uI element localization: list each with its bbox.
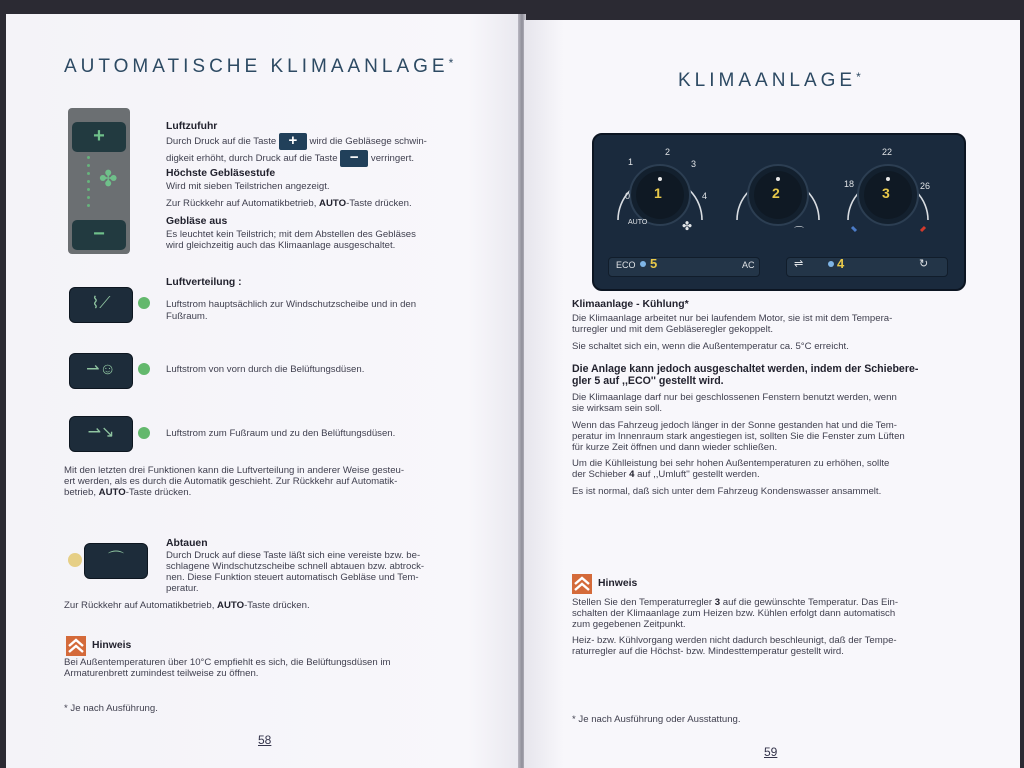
hoechste-line-1: Wird mit sieben Teilstrichen angezeigt. <box>166 181 330 192</box>
anlage-line-4: peratur im Innenraum stark angestiegen ist, sollten Sie die Fenster zum Lüften <box>572 431 905 442</box>
kuehlung-line-1: Die Klimaanlage arbeitet nur bei laufendem Motor, sie ist mit dem Tempera- <box>572 313 893 324</box>
geblaese-line-1: Es leuchtet kein Teilstrich; mit dem Abstellen des Gebläses <box>166 229 416 240</box>
knob-1-number: 1 <box>654 185 662 201</box>
hinweis-right-line-4: Heiz- bzw. Kühlvorgang werden nicht dadurch beschleunigt, daß der Tempe- <box>572 635 897 646</box>
recirculation-icon: ↻ <box>919 258 929 270</box>
kuehlung-line-3: Sie schaltet sich ein, wenn die Außentemperatur ca. 5°C erreicht. <box>572 341 849 352</box>
auto-label: AUTO <box>628 219 648 226</box>
letzten-line-3: betrieb, AUTO-Taste drücken. <box>64 487 192 498</box>
luftzufuhr-line-2: digkeit erhöht, durch Druck auf die Taste − verringert. <box>166 149 415 166</box>
status-led <box>138 297 150 309</box>
heading-abtauen: Abtauen <box>166 538 208 549</box>
windscreen-feet-button[interactable]: ⌇⟋ <box>69 287 133 323</box>
fan-icon: ✤ <box>99 166 118 191</box>
verteilung-item-3: Luftstrom zum Fußraum und zu den Belüftungsdüsen. <box>166 428 396 439</box>
fan-plus-button[interactable]: + <box>72 122 126 152</box>
temperature-knob[interactable] <box>858 135 918 255</box>
defrost-led <box>68 553 82 567</box>
letzten-line-1: Mit den letzten drei Funktionen kann die Luftverteilung in anderer Weise gesteu- <box>64 465 405 476</box>
fan-control-panel <box>68 108 130 254</box>
fan-speed-knob[interactable] <box>650 135 670 255</box>
title-text: KLIMAANLAGE <box>678 70 857 91</box>
hinweis-left-line-2: Armaturenbrett zumindest teilweise zu öffnen. <box>64 668 259 679</box>
climate-control-panel: 1 2 3 0 4 AUTO 1 ✤ 2 ⌒ 22 18 26 3 ECO 5 AC ⇌ 4 ↻ <box>592 133 966 291</box>
heading-hinweis-left: Hinweis <box>92 640 132 651</box>
heading-hoechste: Höchste Gebläsestufe <box>166 168 276 179</box>
page-number-right: 59 <box>764 745 778 759</box>
footnote-mark: * <box>856 70 865 84</box>
heading-hinweis-right: Hinweis <box>598 578 638 589</box>
plus-key-icon: + <box>279 133 307 150</box>
fan-minus-button[interactable]: − <box>72 220 126 250</box>
page-number-left: 58 <box>258 733 272 747</box>
title-text: AUTOMATISCHE KLIMAANLAGE <box>64 56 449 77</box>
heading-geblaese-aus: Gebläse aus <box>166 216 228 227</box>
knob-2-number: 2 <box>772 185 780 201</box>
abtauen-line-1: Durch Druck auf diese Taste läßt sich eine vereiste bzw. be- <box>166 550 421 561</box>
hoechste-line-2: Zur Rückkehr auf Automatikbetrieb, AUTO-Taste drücken. <box>166 198 412 209</box>
status-led <box>138 427 150 439</box>
anlage-line-5: für kurze Zeit öffnen und dann wieder schließen. <box>572 442 778 453</box>
vent-front-button[interactable]: ⇀☺ <box>69 353 133 389</box>
hint-icon <box>572 574 592 594</box>
hinweis-right-line-2: schalten der Klimaanlage zum Heizen bzw. Kühlen erfolgt dann automatisch <box>572 608 896 619</box>
abtauen-line-5: Zur Rückkehr auf Automatikbetrieb, AUTO-Taste drücken. <box>64 600 310 611</box>
abtauen-line-2: schlagene Windschutzscheibe schnell abtauen bzw. abtrock- <box>166 561 425 572</box>
abtauen-line-3: nen. Diese Funktion steuert automatisch Gebläse und Tem- <box>166 572 419 583</box>
footnote-right: * Je nach Ausführung oder Ausstattung. <box>572 714 741 725</box>
heading-kuehlung: Klimaanlage - Kühlung* <box>572 299 689 310</box>
geblaese-line-2: wird gleichzeitig auch das Klimaanlage ausgeschaltet. <box>166 240 396 251</box>
letzten-line-2: ert werden, als es durch die Automatik geschieht. Zur Rückkehr auf Automatik- <box>64 476 398 487</box>
hinweis-right-line-1: Stellen Sie den Temperaturregler 3 auf die gewünschte Temperatur. Das Ein- <box>572 597 899 608</box>
footnote-mark: * <box>448 56 458 70</box>
knob-3-number: 3 <box>882 185 890 201</box>
anlage-line-8: Es ist normal, daß sich unter dem Fahrzeug Kondenswasser ansammelt. <box>572 486 882 497</box>
ac-label: AC <box>742 260 755 270</box>
hinweis-right-line-5: raturregler auf die Höchst- bzw. Mindesttemperatur gestellt wird. <box>572 646 844 657</box>
verteilung-item-2: Luftstrom von vorn durch die Belüftungsdüsen. <box>166 364 365 375</box>
page-title-right <box>678 70 865 92</box>
abtauen-line-4: peratur. <box>166 583 199 594</box>
slider-5-number: 5 <box>650 256 658 271</box>
anlage-line-7: der Schieber 4 auf ,,Umluft'' gestellt werden. <box>572 469 760 480</box>
hinweis-right-line-3: zum gegebenen Zeitpunkt. <box>572 619 686 630</box>
heading-anlage-2: gler 5 auf ,,ECO'' gestellt wird. <box>572 375 724 387</box>
fan-icon: ✤ <box>682 219 693 233</box>
heading-anlage-1: Die Anlage kann jedoch ausgeschaltet werden, indem der Schiebere- <box>572 363 919 375</box>
footnote-left: * Je nach Ausführung. <box>64 703 158 714</box>
verteilung-item-1a: Luftstrom hauptsächlich zur Windschutzscheibe und in den <box>166 299 417 310</box>
minus-key-icon: − <box>340 150 368 167</box>
status-led <box>138 363 150 375</box>
heading-luftzufuhr: Luftzufuhr <box>166 121 218 132</box>
hint-icon <box>66 636 86 656</box>
defrost-icon: ⌒ <box>794 227 804 238</box>
fan-level-indicator <box>77 152 121 212</box>
eco-label: ECO <box>616 260 636 270</box>
luftzufuhr-line-1: Durch Druck auf die Taste + wird die Gebläsege schwin- <box>166 132 427 149</box>
slider-4-number: 4 <box>837 256 845 271</box>
kuehlung-line-2: turregler und mit dem Gebläseregler gekoppelt. <box>572 324 774 335</box>
vent-feet-button[interactable]: ⇀↘ <box>69 416 133 452</box>
heading-luftverteilung: Luftverteilung : <box>166 277 242 288</box>
anlage-line-6: Um die Kühlleistung bei sehr hohen Außentemperaturen zu erhöhen, sollte <box>572 458 890 469</box>
verteilung-item-1b: Fußraum. <box>166 311 208 322</box>
page-title-left <box>64 56 457 78</box>
defrost-button[interactable]: ⌒ <box>84 543 148 579</box>
anlage-line-3: Wenn das Fahrzeug jedoch länger in der Sonne gestanden hat und die Tem- <box>572 420 897 431</box>
fresh-air-icon: ⇌ <box>794 258 804 270</box>
hinweis-left-line-1: Bei Außentemperaturen über 10°C empfiehlt es sich, die Belüftungsdüsen im <box>64 657 391 668</box>
anlage-line-1: Die Klimaanlage darf nur bei geschlossenen Fenstern benutzt werden, wenn <box>572 392 897 403</box>
anlage-line-2: sie wirksam sein soll. <box>572 403 663 414</box>
